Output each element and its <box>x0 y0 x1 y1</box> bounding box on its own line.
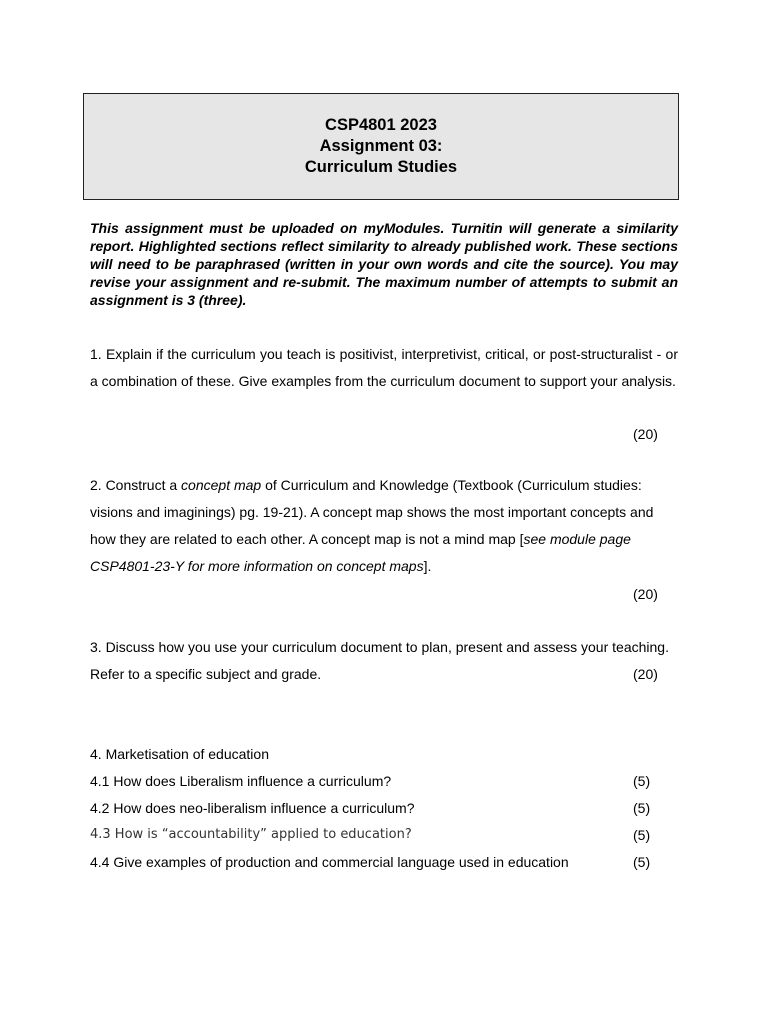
question-2-emphasis-module-page: see module page CSP4801-23-Y for more information on concept maps <box>90 531 631 574</box>
question-2-marks: (20) <box>633 586 658 602</box>
assignment-number: Assignment 03: <box>319 137 443 155</box>
question-2-emphasis-concept-map: concept map <box>181 477 262 493</box>
question-3 <box>90 634 678 688</box>
question-4-4-marks: (5) <box>633 854 651 870</box>
question-4-1-marks: (5) <box>633 773 651 789</box>
question-2-text-c: ]. <box>423 558 432 574</box>
question-4-2: 4.2 How does neo-liberalism influence a curriculum? <box>90 800 415 816</box>
question-3-marks: (20) <box>633 666 658 682</box>
question-1-marks: (20) <box>633 426 658 442</box>
question-4-3: 4.3 How is “accountability” applied to education? <box>90 827 412 842</box>
question-2-text-a: 2. Construct a <box>90 477 182 493</box>
question-2-text-b: of Curriculum and Knowledge (Textbook (Curriculum studies: visions and imaginings) pg. 19-21). A concept map shows the most important concepts and how they are related to each other. A concept map is not a mind map [ <box>90 477 654 547</box>
question-4-4: 4.4 Give examples of production and commercial language used in education <box>90 854 569 870</box>
question-4-2-marks: (5) <box>633 800 651 816</box>
question-1: 1. Explain if the curriculum you teach is positivist, interpretivist, critical, or post-structuralist - or a combination of these. Give examples from the curriculum document to support your analysis. <box>90 346 678 389</box>
module-title: Curriculum Studies <box>304 158 458 176</box>
course-code: CSP4801 2023 <box>325 116 437 134</box>
question-4-1: 4.1 How does Liberalism influence a curriculum? <box>90 773 392 789</box>
title-box <box>83 93 679 200</box>
question-4-3-marks: (5) <box>633 827 651 843</box>
question-4-heading: 4. Marketisation of education <box>90 746 269 762</box>
question-2 <box>90 472 678 580</box>
submission-notice: This assignment must be uploaded on myModules. Turnitin will generate a similarity report. Highlighted sections reflect similarity to already published work. These sections will need to be paraphrased (written in your own words and cite the source). You may revise your assignment and re-submit. The maximum number of attempts to submit an assignment is 3 (three). <box>90 220 678 308</box>
question-3-text: 3. Discuss how you use your curriculum document to plan, present and assess your teaching. Refer to a specific subject and grade. <box>90 639 669 682</box>
